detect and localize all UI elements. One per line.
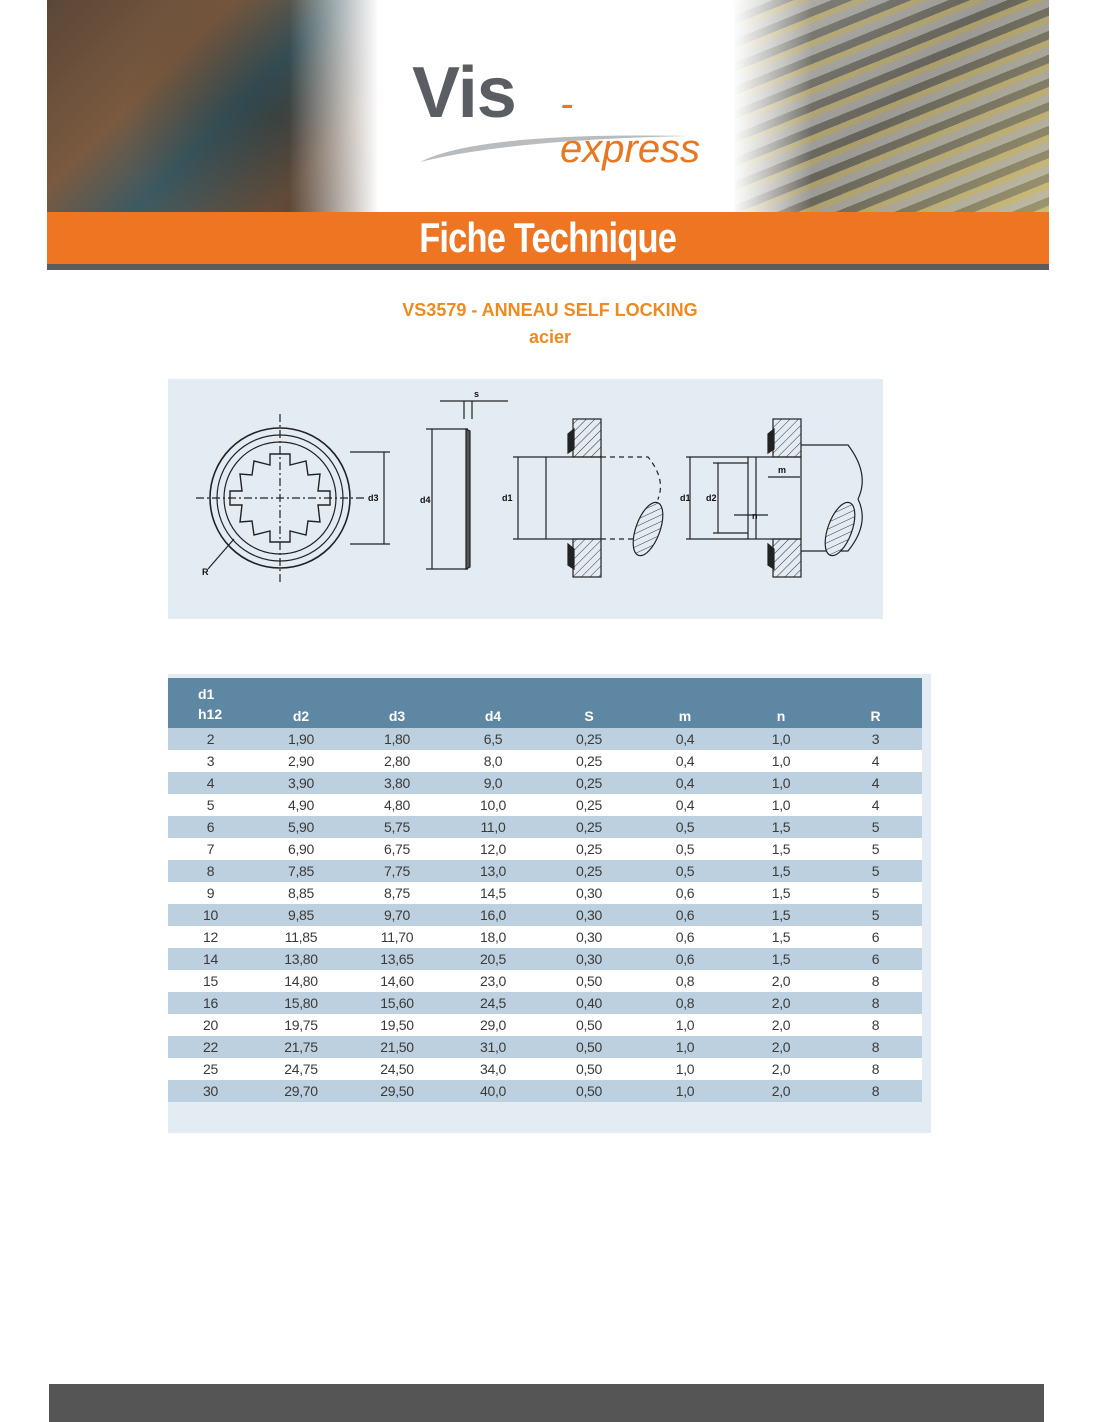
footer-bar bbox=[49, 1384, 1044, 1422]
table-cell: 9,85 bbox=[253, 904, 349, 926]
table-row bbox=[168, 794, 922, 816]
table-cell: 19,50 bbox=[349, 1014, 445, 1036]
table-cell: 1,5 bbox=[733, 816, 829, 838]
ring-side-view bbox=[466, 429, 470, 569]
workshop-photo bbox=[47, 0, 377, 212]
table-cell: 4,80 bbox=[349, 794, 445, 816]
table-cell: 24,5 bbox=[445, 992, 541, 1014]
table-cell: 15,80 bbox=[253, 992, 349, 1014]
table-cell: 0,50 bbox=[541, 970, 637, 992]
table-cell: 0,5 bbox=[637, 838, 733, 860]
table-cell: 0,6 bbox=[637, 882, 733, 904]
label-d1-b: d1 bbox=[680, 493, 691, 503]
table-cell: 0,5 bbox=[637, 816, 733, 838]
table-header-cell: d4 bbox=[445, 678, 541, 728]
table-header-cell: S bbox=[541, 678, 637, 728]
table-cell: 10 bbox=[168, 904, 253, 926]
table-row bbox=[168, 1058, 922, 1080]
table-cell: 13,0 bbox=[445, 860, 541, 882]
table-cell: 0,4 bbox=[637, 750, 733, 772]
table-cell: 2,0 bbox=[733, 992, 829, 1014]
table-cell: 8 bbox=[829, 1058, 922, 1080]
table-cell: 9 bbox=[168, 882, 253, 904]
table-cell: 2,0 bbox=[733, 1014, 829, 1036]
table-cell: 3 bbox=[829, 728, 922, 750]
table-row bbox=[168, 992, 922, 1014]
table-cell: 8,85 bbox=[253, 882, 349, 904]
table-row bbox=[168, 970, 922, 992]
table-cell: 7 bbox=[168, 838, 253, 860]
table-cell: 1,90 bbox=[253, 728, 349, 750]
table-cell: 9,0 bbox=[445, 772, 541, 794]
dimensions-table bbox=[168, 678, 922, 1102]
table-header-cell: m bbox=[637, 678, 733, 728]
label-d4: d4 bbox=[420, 495, 431, 505]
table-cell: 29,70 bbox=[253, 1080, 349, 1102]
table-cell: 8,75 bbox=[349, 882, 445, 904]
table-cell: 21,75 bbox=[253, 1036, 349, 1058]
housing-upper-2 bbox=[773, 419, 801, 457]
table-cell: 18,0 bbox=[445, 926, 541, 948]
table-cell: 0,8 bbox=[637, 970, 733, 992]
table-cell: 29,50 bbox=[349, 1080, 445, 1102]
table-cell: 0,5 bbox=[637, 860, 733, 882]
table-cell: 24,75 bbox=[253, 1058, 349, 1080]
table-cell: 12 bbox=[168, 926, 253, 948]
table-cell: 6,90 bbox=[253, 838, 349, 860]
shaft-section-1 bbox=[627, 499, 669, 560]
table-cell: 0,4 bbox=[637, 728, 733, 750]
table-cell: 14,60 bbox=[349, 970, 445, 992]
table-row bbox=[168, 772, 922, 794]
table-cell: 4,90 bbox=[253, 794, 349, 816]
label-d3: d3 bbox=[368, 493, 379, 503]
table-cell: 5,75 bbox=[349, 816, 445, 838]
label-s: s bbox=[474, 389, 480, 399]
table-cell: 30 bbox=[168, 1080, 253, 1102]
table-cell: 13,80 bbox=[253, 948, 349, 970]
logo-suffix-text: -express bbox=[560, 82, 701, 171]
table-body bbox=[168, 728, 922, 1102]
table-cell: 1,0 bbox=[637, 1058, 733, 1080]
table-cell: 8 bbox=[168, 860, 253, 882]
table-cell: 4 bbox=[829, 750, 922, 772]
table-cell: 6 bbox=[829, 948, 922, 970]
table-cell: 6 bbox=[168, 816, 253, 838]
table-cell: 0,30 bbox=[541, 882, 637, 904]
label-n: n bbox=[752, 511, 758, 521]
table-header-row bbox=[168, 678, 922, 728]
housing-upper bbox=[573, 419, 601, 457]
table-cell: 14,5 bbox=[445, 882, 541, 904]
table-cell: 0,6 bbox=[637, 904, 733, 926]
table-cell: 29,0 bbox=[445, 1014, 541, 1036]
dimensions-table-panel bbox=[168, 674, 931, 1133]
table-row bbox=[168, 882, 922, 904]
table-cell: 1,5 bbox=[733, 904, 829, 926]
table-cell: 0,25 bbox=[541, 728, 637, 750]
table-cell: 11,85 bbox=[253, 926, 349, 948]
table-cell: 0,25 bbox=[541, 794, 637, 816]
table-cell: 1,5 bbox=[733, 948, 829, 970]
table-header-cell: R bbox=[829, 678, 922, 728]
table-cell: 1,0 bbox=[637, 1036, 733, 1058]
table-cell: 1,5 bbox=[733, 860, 829, 882]
table-cell: 2,0 bbox=[733, 1036, 829, 1058]
table-cell: 0,6 bbox=[637, 948, 733, 970]
table-cell: 14,80 bbox=[253, 970, 349, 992]
table-cell: 8,0 bbox=[445, 750, 541, 772]
table-row bbox=[168, 750, 922, 772]
table-cell: 0,50 bbox=[541, 1014, 637, 1036]
table-header-cell: d3 bbox=[349, 678, 445, 728]
table-row bbox=[168, 860, 922, 882]
table-cell: 3,80 bbox=[349, 772, 445, 794]
table-cell: 19,75 bbox=[253, 1014, 349, 1036]
table-cell: 0,4 bbox=[637, 794, 733, 816]
table-cell: 11,70 bbox=[349, 926, 445, 948]
table-cell: 34,0 bbox=[445, 1058, 541, 1080]
table-cell: 0,25 bbox=[541, 838, 637, 860]
table-cell: 3 bbox=[168, 750, 253, 772]
table-cell: 5 bbox=[829, 838, 922, 860]
table-cell: 0,30 bbox=[541, 926, 637, 948]
table-row bbox=[168, 728, 922, 750]
table-cell: 15 bbox=[168, 970, 253, 992]
table-cell: 5 bbox=[829, 816, 922, 838]
table-cell: 1,5 bbox=[733, 926, 829, 948]
table-cell: 11,0 bbox=[445, 816, 541, 838]
table-cell: 0,25 bbox=[541, 860, 637, 882]
table-cell: 4 bbox=[829, 772, 922, 794]
table-cell: 7,75 bbox=[349, 860, 445, 882]
table-cell: 0,25 bbox=[541, 772, 637, 794]
table-cell: 0,4 bbox=[637, 772, 733, 794]
table-cell: 0,50 bbox=[541, 1036, 637, 1058]
table-cell: 16,0 bbox=[445, 904, 541, 926]
table-cell: 7,85 bbox=[253, 860, 349, 882]
table-cell: 13,65 bbox=[349, 948, 445, 970]
table-cell: 20,5 bbox=[445, 948, 541, 970]
table-cell: 4 bbox=[168, 772, 253, 794]
table-row bbox=[168, 948, 922, 970]
table-header-cell: d2 bbox=[253, 678, 349, 728]
label-d1-a: d1 bbox=[502, 493, 513, 503]
table-cell: 2,0 bbox=[733, 970, 829, 992]
table-cell: 5,90 bbox=[253, 816, 349, 838]
table-cell: 1,0 bbox=[733, 728, 829, 750]
table-cell: 0,30 bbox=[541, 904, 637, 926]
table-row bbox=[168, 838, 922, 860]
table-cell: 0,30 bbox=[541, 948, 637, 970]
table-cell: 5 bbox=[829, 904, 922, 926]
product-material: acier bbox=[528, 327, 572, 347]
table-cell: 21,50 bbox=[349, 1036, 445, 1058]
table-cell: 0,25 bbox=[541, 750, 637, 772]
shaft-section-2 bbox=[819, 499, 861, 560]
label-d2: d2 bbox=[706, 493, 717, 503]
logo-swoosh-icon bbox=[418, 126, 698, 166]
table-cell: 31,0 bbox=[445, 1036, 541, 1058]
table-header-cell: n bbox=[733, 678, 829, 728]
technical-drawing bbox=[168, 379, 883, 619]
housing-lower-2 bbox=[773, 539, 801, 577]
table-cell: 8 bbox=[829, 1080, 922, 1102]
table-cell: 12,0 bbox=[445, 838, 541, 860]
table-cell: 24,50 bbox=[349, 1058, 445, 1080]
table-cell: 40,0 bbox=[445, 1080, 541, 1102]
table-cell: 22 bbox=[168, 1036, 253, 1058]
housing-lower bbox=[573, 539, 601, 577]
table-cell: 14 bbox=[168, 948, 253, 970]
banner-title-bar bbox=[47, 212, 1049, 264]
table-cell: 2,0 bbox=[733, 1058, 829, 1080]
table-cell: 25 bbox=[168, 1058, 253, 1080]
label-m: m bbox=[778, 465, 787, 475]
table-cell: 0,50 bbox=[541, 1058, 637, 1080]
table-cell: 1,0 bbox=[733, 750, 829, 772]
table-row bbox=[168, 816, 922, 838]
table-cell: 1,0 bbox=[637, 1080, 733, 1102]
table-cell: 6,75 bbox=[349, 838, 445, 860]
table-cell: 15,60 bbox=[349, 992, 445, 1014]
table-row bbox=[168, 1036, 922, 1058]
table-cell: 1,80 bbox=[349, 728, 445, 750]
label-r: R bbox=[202, 567, 209, 577]
table-cell: 6 bbox=[829, 926, 922, 948]
table-row bbox=[168, 926, 922, 948]
table-cell: 3,90 bbox=[253, 772, 349, 794]
table-cell: 8 bbox=[829, 970, 922, 992]
table-cell: 8 bbox=[829, 992, 922, 1014]
table-header-cell: d1 h12 bbox=[168, 678, 253, 728]
table-cell: 20 bbox=[168, 1014, 253, 1036]
banner-title: Fiche Technique bbox=[419, 214, 677, 261]
header-banner bbox=[47, 0, 1049, 212]
table-cell: 2,90 bbox=[253, 750, 349, 772]
table-row bbox=[168, 1014, 922, 1036]
table-cell: 8 bbox=[829, 1036, 922, 1058]
table-cell: 1,0 bbox=[733, 794, 829, 816]
table-row bbox=[168, 904, 922, 926]
brand-logo bbox=[412, 52, 712, 171]
table-cell: 5 bbox=[168, 794, 253, 816]
table-cell: 23,0 bbox=[445, 970, 541, 992]
table-cell: 8 bbox=[829, 1014, 922, 1036]
logo-main-text: Vis bbox=[412, 53, 516, 133]
table-cell: 4 bbox=[829, 794, 922, 816]
table-cell: 2,0 bbox=[733, 1080, 829, 1102]
table-cell: 0,40 bbox=[541, 992, 637, 1014]
product-title: VS3579 - ANNEAU SELF LOCKING bbox=[402, 300, 698, 320]
table-cell: 1,0 bbox=[733, 772, 829, 794]
table-cell: 0,50 bbox=[541, 1080, 637, 1102]
table-cell: 5 bbox=[829, 860, 922, 882]
divider bbox=[47, 264, 1049, 270]
table-cell: 6,5 bbox=[445, 728, 541, 750]
screws-photo bbox=[734, 0, 1049, 212]
table-cell: 2,80 bbox=[349, 750, 445, 772]
table-cell: 1,0 bbox=[637, 1014, 733, 1036]
table-cell: 1,5 bbox=[733, 882, 829, 904]
table-row bbox=[168, 1080, 922, 1102]
table-cell: 9,70 bbox=[349, 904, 445, 926]
table-cell: 16 bbox=[168, 992, 253, 1014]
table-cell: 2 bbox=[168, 728, 253, 750]
table-cell: 10,0 bbox=[445, 794, 541, 816]
table-cell: 1,5 bbox=[733, 838, 829, 860]
table-cell: 0,6 bbox=[637, 926, 733, 948]
table-cell: 0,25 bbox=[541, 816, 637, 838]
table-cell: 0,8 bbox=[637, 992, 733, 1014]
table-cell: 5 bbox=[829, 882, 922, 904]
